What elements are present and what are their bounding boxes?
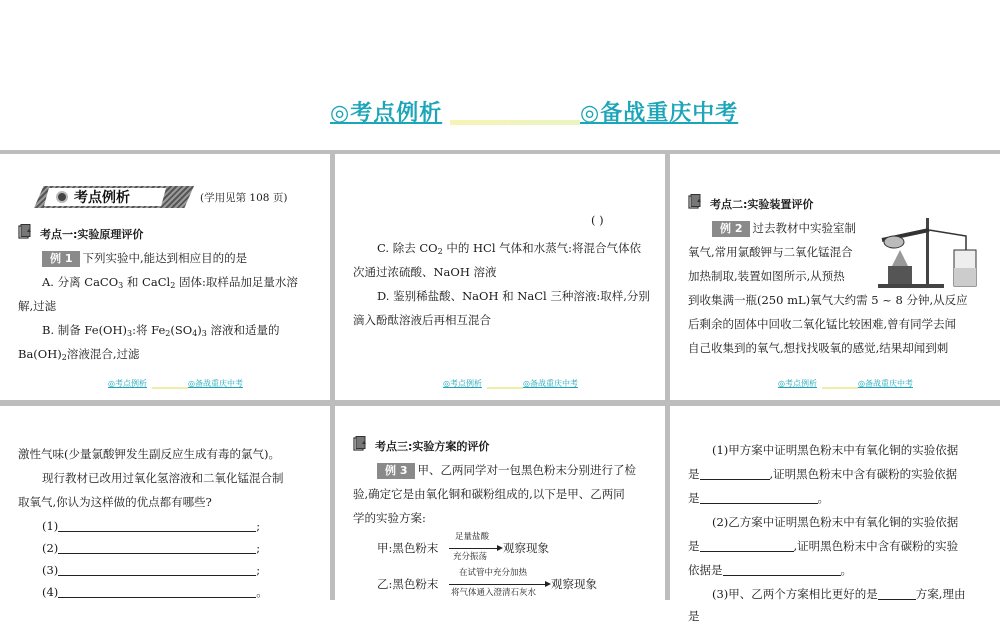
footer-link-prepare-exam[interactable]: ◎备战重庆中考	[523, 379, 578, 388]
slide-1[interactable]	[0, 154, 330, 400]
plan-b-step: 在试管中充分加热	[459, 568, 528, 578]
slide4-line1: 激性气味(少量氯酸钾发生副反应生成有毒的氯气)。	[18, 447, 280, 461]
footer-link-prepare-exam[interactable]: ◎备战重庆中考	[188, 379, 243, 388]
option-a: A. 分离 CaCO$_3$ 和 CaCl$_2$ 固体:取样品加足量水溶	[42, 275, 298, 290]
document-icon	[18, 224, 32, 240]
banner-dot-icon	[56, 191, 68, 203]
document-icon	[353, 436, 367, 452]
point-heading-2: 考点二:实验装置评价	[710, 198, 814, 211]
slide-footer	[0, 378, 330, 392]
title-links	[330, 96, 760, 126]
example-3-line2: 验,确定它是由氧化铜和碳粉组成的,以下是甲、乙两同	[353, 487, 625, 501]
example-2-line4: 到收集满一瓶(250 mL)氧气大约需 5 ~ 8 分钟,从反应	[688, 293, 968, 307]
section-banner-title: 考点例析	[74, 190, 130, 206]
example-tag-2: 例 2	[712, 221, 750, 237]
slide-4[interactable]	[0, 406, 330, 600]
slide-footer	[335, 378, 665, 392]
q1-line2[interactable]: 是 ,证明黑色粉末中含有碳粉的实验依据	[688, 467, 958, 481]
q2-line3[interactable]: 依据是 。	[688, 563, 852, 577]
footer-bar	[487, 387, 523, 389]
slide-grid	[0, 150, 1000, 623]
example-2-line1: 例 2 过去教材中实验室制	[712, 220, 856, 237]
slide-footer	[670, 378, 1000, 392]
option-d: D. 鉴别稀盐酸、NaOH 和 NaCl 三种溶液:取样,分别	[377, 289, 650, 303]
title-link-exam-points[interactable]: ◎考点例析	[330, 101, 443, 126]
option-b: B. 制备 $Fe(OH)_3$:将 $Fe_2(SO_4)_3$ 溶液和适量的	[42, 323, 280, 338]
answer-line-1[interactable]: (1) ;	[42, 519, 261, 533]
plan-a-prefix: 甲:黑色粉末	[377, 541, 439, 555]
footer-link-exam-points[interactable]: ◎考点例析	[443, 379, 482, 388]
slide-5[interactable]	[335, 406, 665, 600]
plan-b-condition: 将气体通入澄清石灰水	[451, 588, 537, 598]
answer-paren: ( )	[591, 213, 604, 227]
plan-b-prefix: 乙:黑色粉末	[377, 577, 439, 591]
option-c-line2: 次通过浓硫酸、NaOH 溶液	[353, 265, 497, 279]
example-tag-3: 例 3	[377, 463, 415, 479]
slide-2[interactable]	[335, 154, 665, 400]
option-a-line2: 解,过滤	[18, 299, 57, 313]
document-icon	[688, 194, 702, 210]
option-c: C. 除去 $CO_2$ 中的 HCl 气体和水蒸气:将混合气体依	[377, 241, 642, 256]
point-heading-1: 考点一:实验原理评价	[40, 228, 144, 241]
plan-a-arrow	[449, 548, 499, 549]
example-2-line5: 后剩余的固体中回收二氧化锰比较困难,曾有同学去闻	[688, 317, 957, 331]
plan-a-reagent: 足量盐酸	[455, 532, 490, 542]
option-d-line2: 滴入酚酞溶液后再相互混合	[353, 313, 491, 327]
answer-line-2[interactable]: (2) ;	[42, 541, 261, 555]
slide4-line3: 取氧气,你认为这样做的优点都有哪些?	[18, 495, 212, 509]
q1-line1: (1)甲方案中证明黑色粉末中有氧化铜的实验依据	[712, 443, 959, 457]
q1-line3[interactable]: 是 。	[688, 491, 829, 505]
q3-line1[interactable]: (3)甲、乙两个方案相比更好的是 方案,理由	[712, 587, 966, 601]
footer-link-exam-points[interactable]: ◎考点例析	[778, 379, 817, 388]
answer-line-3[interactable]: (3) ;	[42, 563, 261, 577]
slide-3[interactable]	[670, 154, 1000, 400]
title-link-prepare-exam[interactable]: ◎备战重庆中考	[580, 101, 739, 126]
example-3-line1: 例 3 甲、乙两同学对一包黑色粉末分别进行了检	[377, 462, 636, 479]
title-underbar	[450, 120, 580, 125]
example-tag-1: 例 1	[42, 251, 80, 267]
example-2-line2: 氧气,常用氯酸钾与二氧化锰混合	[688, 245, 853, 259]
footer-bar	[822, 387, 858, 389]
example-2-line3: 加热制取,装置如图所示,从预热	[688, 269, 845, 283]
section-banner-note: (学用见第 108 页)	[200, 192, 288, 204]
q3-line2: 是	[688, 609, 700, 623]
footer-link-exam-points[interactable]: ◎考点例析	[108, 379, 147, 388]
question-text: 下列实验中,能达到相应目的的是	[82, 251, 248, 265]
footer-bar	[152, 387, 188, 389]
example-1-question	[42, 250, 247, 267]
slide4-line2: 现行教材已改用过氧化氢溶液和二氧化锰混合制	[42, 471, 284, 485]
plan-b-arrow	[449, 584, 547, 585]
example-3-line3: 学的实验方案:	[353, 511, 426, 525]
plan-a-result: 观察现象	[503, 541, 549, 555]
plan-a-condition: 充分振荡	[453, 552, 488, 562]
q2-line1: (2)乙方案中证明黑色粉末中有氧化铜的实验依据	[712, 515, 959, 529]
example-2-line6: 自己收集到的氧气,想找找吸氧的感觉,结果却闻到刺	[688, 341, 949, 355]
footer-link-prepare-exam[interactable]: ◎备战重庆中考	[858, 379, 913, 388]
point-heading-3: 考点三:实验方案的评价	[375, 440, 490, 453]
title-bar	[0, 0, 1000, 150]
answer-line-4[interactable]: (4) 。	[42, 585, 268, 599]
slide-6[interactable]	[670, 406, 1000, 623]
lab-apparatus-icon	[874, 210, 994, 290]
plan-b-result: 观察现象	[551, 577, 597, 591]
option-b-line2: $Ba(OH)_2$溶液混合,过滤	[18, 347, 140, 362]
q2-line2[interactable]: 是 ,证明黑色粉末中含有碳粉的实验	[688, 539, 959, 553]
